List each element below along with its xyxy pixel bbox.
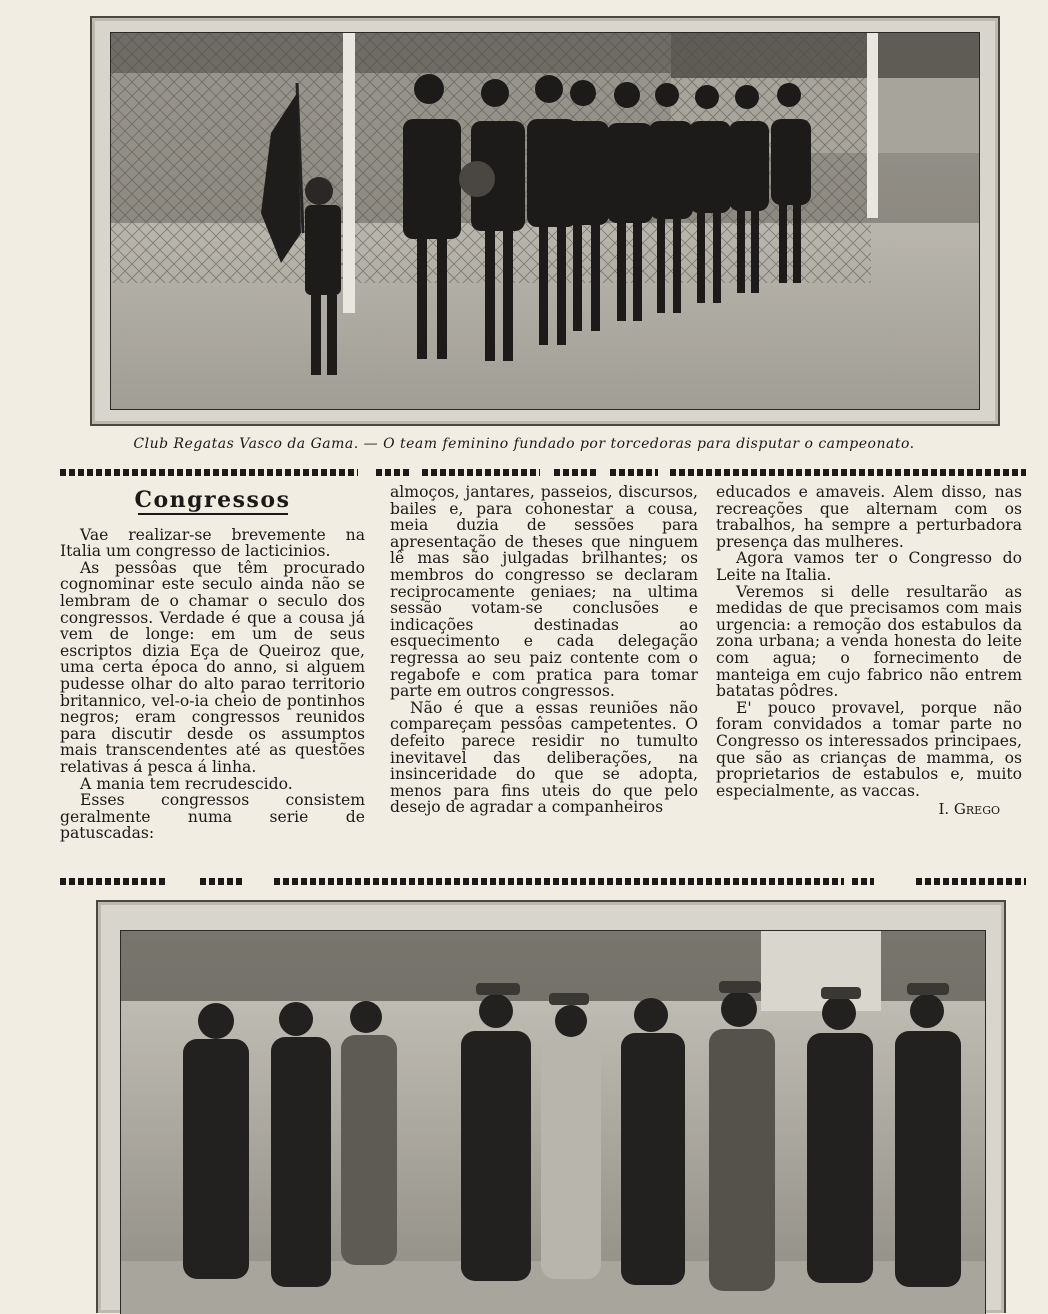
paragraph: Veremos si delle resultarão as medidas de que precisamos com mais urgencia: a remoção dos estabulos da zona urbana; a venda honesta do leite com agua; o fornecimento de manteiga em cujo fabrico não entrem batatas pôdres. [716, 582, 1022, 701]
dotted-rule-top [60, 469, 1026, 476]
article-column-3 [716, 484, 1022, 818]
bottom-photo-frame [96, 900, 1006, 1313]
article-congressos [60, 484, 1026, 870]
paragraph: Não é que a essas reuniões não compareçam pessôas campetentes. O defeito parece residir no tumulto inevitavel das deliberações, na insinceridade do que se adopta, menos para fins uteis do que pelo desejo de agradar a companheiros [390, 698, 698, 817]
crowd-photo-illustration [121, 931, 985, 1314]
author-signature: I. Grego [938, 800, 1000, 819]
paragraph: E' pouco provavel, porque não foram convidados a tomar parte no Congresso os interessados principaes, que são as crianças de mamma, os proprietarios de estabulos e, muito especialmente, as vaccas. [716, 698, 1022, 800]
paragraph: educados e amaveis. Alem disso, nas recreações que alternam com os trabalhos, ha sempre a perturbadora presença das mulheres. [716, 483, 1022, 551]
paragraph: Vae realizar-se brevemente na Italia um congresso de lacticinios. [60, 525, 365, 561]
dotted-rule-bottom [60, 878, 1026, 885]
team-photo [110, 32, 980, 410]
paragraph: As pessôas que têm procurado cognominar este seculo ainda não se lembram de o chamar o seculo dos congressos. Verdade é que a cousa já vem de longe: em um de seus escriptos dizia Eça de Queiroz que, uma certa época do anno, si alguem pudesse olhar do alto parao territorio britannico, vel-o-ia cheio de pontinhos negros; eram congressos reunidos para discutir desde os assumptos mais transcendentes até as questões relativas á pesca á linha. [60, 558, 365, 776]
article-title: Congressos [134, 487, 291, 513]
article-column-2 [390, 484, 698, 816]
paragraph: Agora vamos ter o Congresso do Leite na Italia. [716, 549, 1022, 584]
paragraph: Esses congressos consistem geralmente numa serie de patuscadas: [60, 791, 365, 843]
article-column-1 [60, 484, 365, 842]
paragraph: almoços, jantares, passeios, discursos, bailes e, para cohonestar a cousa, meia duzia de sessões para apresentação de theses que ninguem lê mas são julgadas brilhantes; os membros do congresso se declaram reciprocamente geniaes; na ultima sessão votam-se conclusões e indicações destinadas ao esquecimento e cada delegação regressa ao seu paiz contente com o regabofe e com pratica para tomar parte em outros congressos. [390, 483, 698, 701]
team-photo-illustration [111, 33, 979, 409]
congress-photo [120, 930, 986, 1314]
paragraph: A mania tem recrudescido. [80, 774, 293, 793]
photo-caption: Club Regatas Vasco da Gama. — O team feminino fundado por torcedoras para disputar o campeonato. [133, 436, 915, 452]
top-photo-frame [90, 16, 1000, 426]
